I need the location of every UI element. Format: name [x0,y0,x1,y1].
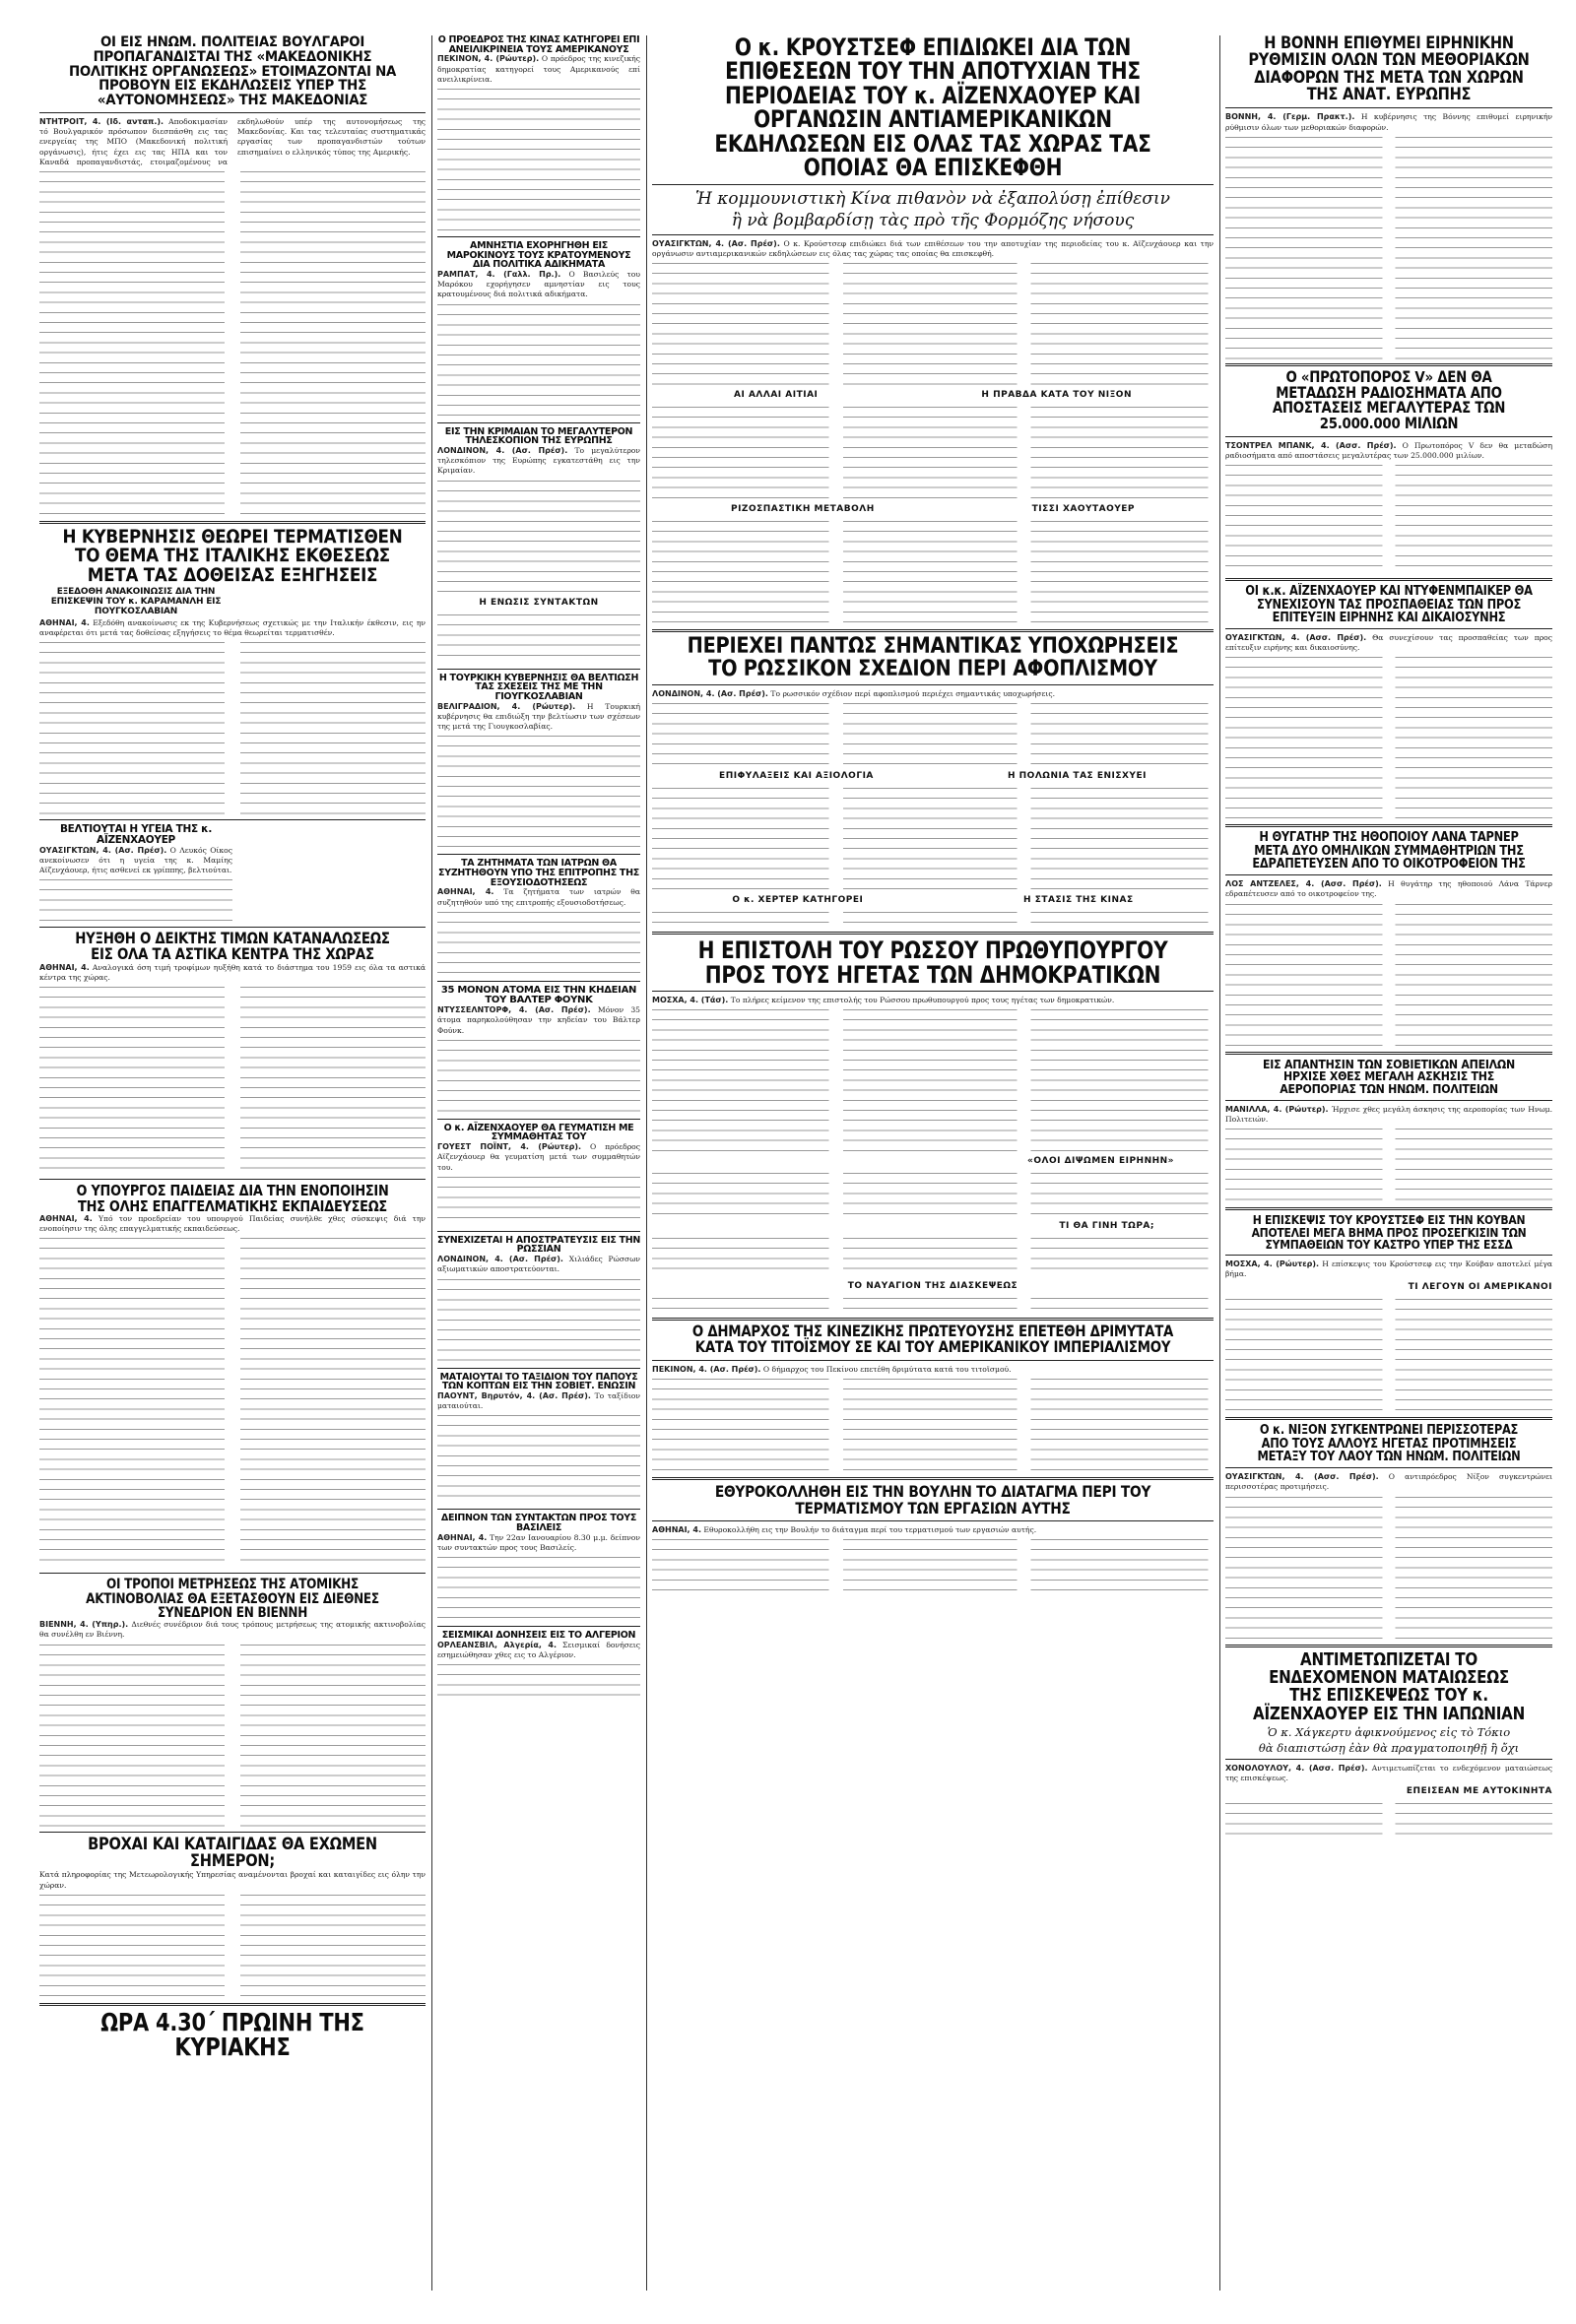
text-columns [39,638,426,815]
article-education-minister [39,1184,426,1569]
newspaper-page [39,35,1552,2300]
text-columns [39,1641,426,1828]
article-eisenhower-health [39,824,232,923]
dateline: ΛΟΝΔΙΝΟΝ, 4. (Ασ. Πρέσ). [652,689,768,699]
article-body [652,239,1214,259]
text-columns [437,85,640,232]
text-columns [652,699,1214,768]
article-bonn-borders [1225,35,1552,359]
column-1 [39,35,426,2060]
article-japan-visit [1225,1648,1552,1840]
subheads-row [652,1218,1214,1234]
dateline: ΓΟΥΕΣΤ ΠΟΪΝΤ, 4. (Ρώυτερ). [437,1142,582,1152]
text-columns [652,1169,1214,1218]
article-price-index [39,932,426,1175]
article-body [1225,1105,1552,1125]
article-body [39,1620,426,1640]
article-weather [39,1834,426,1999]
article-body [1225,441,1552,461]
article-text: Ο πρόεδρος Αϊζενχάουερ θα γευματίση μετά των συμμαθητών του. [437,1142,641,1172]
article-time-change [39,2007,426,2062]
dateline: ΤΣΟΝΤΡΕΛ ΜΠΑΝΚ, 4. (Ασσ. Πρέσ). [1225,440,1397,450]
article-body [437,270,640,300]
article-body [437,1255,640,1274]
article-text: Ήρχισε χθες μεγάλη άσκησις της αεροπορίας των Ηνωμ. Πολιτειών. [1225,1104,1552,1125]
text-columns [652,1535,1214,1594]
section-label: Η ΠΟΛΩΝΙΑ ΤΑΣ ΕΝΙΣΧΥΕΙ [1007,771,1147,782]
dateline: ΒΕΛΙΓΡΑΔΙΟΝ, 4. (Ρώυτερ). [437,701,576,711]
text-columns [652,1294,1214,1314]
article-headline: ΣΥΝΕΧΙΖΕΤΑΙ Η ΑΠΟΣΤΡΑΤΕΥΣΙΣ ΕΙΣ ΤΗΝ ΡΩΣΣΙΑΝ [437,1234,641,1256]
article-headline: ΜΑΤΑΙΟΥΤΑΙ ΤΟ ΤΑΞΙΔΙΟΝ ΤΟΥ ΠΑΠΟΥΣ ΤΩΝ ΚΟΠΤΩΝ ΕΙΣ ΤΗΝ ΣΟΒΙΕΤ. ΕΝΩΣΙΝ [439,1371,638,1392]
text-columns [652,517,1214,625]
text-columns [437,908,640,977]
article-headline: Ο ΠΡΟΕΔΡΟΣ ΤΗΣ ΚΙΝΑΣ ΚΑΤΗΓΟΡΕΙ ΕΠΙ ΑΝΕΙΛΙΚΡΙΝΕΙΑ ΤΟΥΣ ΑΜΕΡΙΚΑΝΟΥΣ [437,34,640,55]
text-columns [437,732,640,850]
section-label: Η ΕΝΩΣΙΣ ΣΥΝΤΑΚΤΩΝ [479,597,599,608]
article-text: Ο κ. Κρούστσεφ επιδιώκει διά των επιθέσεων του την αποτυχίαν της περιοδείας του κ. Αϊζενχάουερ και την οργάνωσιν αντιαμερικανικών εκδηλώσεων εις όλας τας χώρας τας οποίας θα επισκεφθή. [652,238,1214,259]
text-columns [1225,1799,1552,1839]
section-label: Η ΠΡΑΒΔΑ ΚΑΤΑ ΤΟΥ ΝΙΞΟΝ [981,390,1132,401]
article-body [437,1142,640,1173]
article-parliament-decree [652,1484,1214,1594]
article-body [652,689,1214,699]
article-doctors [437,859,640,976]
article-headline: ΟΙ ΤΡΟΠΟΙ ΜΕΤΡΗΣΕΩΣ ΤΗΣ ΑΤΟΜΙΚΗΣ ΑΚΤΙΝΟΒΟΛΙΑΣ ΘΑ ΕΞΕΤΑΣΘΟΥΝ ΕΙΣ ΔΙΕΘΝΕΣ ΣΥΝΕΔΡΙΟΝ ΕΝ ΒΙΕΝΝΗ [86,1577,379,1621]
dateline: ΟΥΑΣΙΓΚΤΩΝ, 4. (Ασσ. Πρέσ). [1225,633,1367,643]
column-3 [652,35,1214,1594]
article-body [39,963,426,983]
text-columns [39,1891,426,1999]
text-columns [437,611,640,665]
text-columns [437,300,640,419]
article-text: Αποδοκιμασίαν τό Βουλγαρικόν πρόσωπον διεσπάσθη εις τας ενεργείας της ΜΠΟ (Μακεδονική πολιτική οργάνωσις), ήτις έχει εις τας ΗΠΑ και τον Καναδά προπαγανδιστάς, ετοιμαζομένους να εκδηλωθούν υπέρ της αυτονομήσεως της Μακεδονίας. Και τας τελευταίας συστηματικάς εργασίας των προπαγανδιστών τούτων επισημαίνει ο ελληνικός τύπος της Αμερικής. [39,116,426,166]
section-label: Η ΣΤΑΣΙΣ ΤΗΣ ΚΙΝΑΣ [1023,895,1134,906]
article-headline: Ο ΔΗΜΑΡΧΟΣ ΤΗΣ ΚΙΝΕΖΙΚΗΣ ΠΡΩΤΕΥΟΥΣΗΣ ΕΠΕΤΕΘΗ ΔΡΙΜΥΤΑΤΑ ΚΑΤΑ ΤΟΥ ΤΙΤΟΪΣΜΟΥ ΣΕ ΚΑΙ ΤΟΥ ΑΜΕΡΙΚΑΝΙΚΟΥ ΙΜΠΕΡΙΑΛΙΣΜΟΥ [691,1323,1174,1357]
dateline: ΑΘΗΝΑΙ, 4. [437,1532,488,1542]
section-label: ΤΟ ΝΑΥΑΓΙΟΝ ΤΗΣ ΔΙΑΣΚΕΨΕΩΣ [847,1281,1018,1292]
article-russia-demobilization [437,1236,640,1364]
article-headline: Η ΕΠΙΣΚΕΨΙΣ ΤΟΥ ΚΡΟΥΣΤΣΕΦ ΕΙΣ ΤΗΝ ΚΟΥΒΑΝ ΑΠΟΤΕΛΕΙ ΜΕΓΑ ΒΗΜΑ ΠΡΟΣ ΠΡΟΣΕΓΚΙΣΙΝ ΤΩΝ ΣΥΜΠΑΘΕΙΩΝ ΤΟΥ ΚΑΣΤΡΟ ΥΠΕΡ ΤΗΣ ΕΣΣΔ [1251,1213,1527,1252]
subheads-row [652,387,1214,403]
article-khrushchev-cuba [1225,1214,1552,1413]
dateline: ΑΘΗΝΑΙ, 4. [437,887,494,897]
column-2 [437,35,640,1700]
article-text: Η επίσκεψις του Κρούστσεφ εις την Κούβαν αποτελεί μέγα βήμα. [1225,1259,1552,1279]
article-text: Το μεγαλύτερον τηλεσκόπιον της Ευρώπης εγκατεστάθη εις την Κριμαίαν. [437,446,640,476]
article-text: Μόνον 35 άτομα παρηκολούθησαν την κηδείαν του Βάλτερ Φούνκ. [437,1005,641,1035]
section-label: ΤΙ ΘΑ ΓΙΝΗ ΤΩΡΑ; [1059,1221,1154,1232]
article-body [652,1525,1214,1535]
article-headline: ΑΝΤΙΜΕΤΩΠΙΖΕΤΑΙ ΤΟ ΕΝΔΕΧΟΜΕΝΟΝ ΜΑΤΑΙΩΣΕΩΣ ΤΗΣ ΕΠΙΣΚΕΨΕΩΣ ΤΟΥ κ. ΑΪΖΕΝΧΑΟΥΕΡ ΕΙΣ ΤΗΝ ΙΑΠΩΝΙΑΝ [1253,1648,1525,1724]
article-text: Εθυροκολλήθη εις την Βουλήν το διάταγμα περί του τερματισμού των εργασιών αυτής. [703,1524,1037,1534]
article-body [1225,1472,1552,1492]
text-columns [1225,1493,1552,1641]
article-text: Αντιμετωπίζεται το ενδεχόμενον ματαιώσεως της επισκέψεως. [1225,1763,1552,1783]
text-columns [1225,653,1552,820]
dateline: ΛΟΝΔΙΝΟΝ, 4. (Ασ. Πρέσ). [437,446,568,456]
dateline: ΠΕΚΙΝΟΝ, 4. (Ασ. Πρέσ). [652,1365,761,1375]
dateline: ΑΘΗΝΑΙ, 4. [39,618,90,628]
article-text: Ο Λευκός Οίκος ανεκοίνωσεν ότι η υγεία της κ. Μαμίης Αϊζενχάουερ, ήτις ασθενεί εκ γρίππης, βελτιούται. [39,845,232,875]
text-columns [1225,1295,1552,1413]
subheads-row [1225,1783,1552,1799]
article-body [39,846,232,876]
text-columns [652,784,1214,892]
article-text: Ο Βασιλεύς του Μαρόκου εχορήγησεν αμνηστίαν εις τους κρατουμένους διά πολιτικά αδικήματα. [437,270,640,299]
text-columns [437,1660,640,1700]
article-text: Σεισμικαί δονήσεις εσημειώθησαν χθες εις το Αλγέριον. [437,1640,640,1659]
article-editors-dinner [437,1514,640,1622]
dateline: ΝΤΗΤΡΟΙΤ, 4. (Ιδ. ανταπ.). [39,116,164,126]
dateline: ΠΕΚΙΝΟΝ, 4. (Ρώυτερ). [437,54,540,64]
text-columns [437,1173,640,1227]
article-headline: ΗΥΞΗΘΗ Ο ΔΕΙΚΤΗΣ ΤΙΜΩΝ ΚΑΤΑΝΑΛΩΣΕΩΣ ΕΙΣ ΟΛΑ ΤΑ ΑΣΤΙΚΑ ΚΕΝΤΡΑ ΤΗΣ ΧΩΡΑΣ [75,930,390,964]
section-label: ΤΙ ΛΕΓΟΥΝ ΟΙ ΑΜΕΡΙΚΑΝΟΙ [1408,1282,1552,1293]
dateline: ΜΑΝΙΛΛΑ, 4. (Ρώυτερ). [1225,1104,1329,1114]
section-label: Ο κ. ΧΕΡΤΕΡ ΚΑΤΗΓΟΡΕΙ [732,895,864,906]
article-bulgarian-propaganda [39,35,426,517]
section-label: ΕΠΕΙΣΕΑΝ ΜΕ ΑΥΤΟΚΙΝΗΤΑ [1406,1786,1552,1797]
dateline: ΧΟΝΟΛΟΥΛΟΥ, 4. (Ασσ. Πρέσ). [1225,1763,1368,1773]
article-funk-funeral [437,986,640,1115]
article-headline: Η ΒΟΝΝΗ ΕΠΙΘΥΜΕΙ ΕΙΡΗΝΙΚΗΝ ΡΥΘΜΙΣΙΝ ΟΛΩΝ ΤΩΝ ΜΕΘΟΡΙΑΚΩΝ ΔΙΑΦΟΡΩΝ ΤΗΣ ΜΕΤΑ ΤΩΝ ΧΩΡΩΝ ΤΗΣ ΑΝΑΤ. ΕΥΡΩΠΗΣ [1248,33,1530,104]
article-khrushchev [652,35,1214,625]
article-disarmament [652,636,1214,928]
dateline: ΟΡΛΕΑΝΣΒΙΛ, Αλγερία, 4. [437,1640,557,1649]
article-text: Τα ζητήματα των ιατρών θα συζητηθούν υπό της επιτροπής εξουσιοδοτήσεως. [437,887,640,907]
article-headline: ΟΙ κ.κ. ΑΪΖΕΝΧΑΟΥΕΡ ΚΑΙ ΝΤΥΦΕΝΜΠΑΙΚΕΡ ΘΑ ΣΥΝΕΧΙΣΟΥΝ ΤΑΣ ΠΡΟΣΠΑΘΕΙΑΣ ΤΩΝ ΠΡΟΣ ΕΠΙΤΕΥΞΙΝ ΕΙΡΗΝΗΣ ΚΑΙ ΔΙΚΑΙΟΣΥΝΗΣ [1245,584,1533,625]
text-columns [437,1036,640,1115]
text-columns [652,403,1214,501]
article-body [1225,1764,1552,1783]
article-atomic-radiation [39,1578,426,1827]
column-4 [1225,35,1552,1839]
article-eisenhower-adenauer [1225,585,1552,820]
article-nixon-polls [1225,1424,1552,1640]
article-headline: Η ΤΟΥΡΚΙΚΗ ΚΥΒΕΡΝΗΣΙΣ ΘΑ ΒΕΛΤΙΩΣΗ ΤΑΣ ΣΧΕΣΕΙΣ ΤΗΣ ΜΕ ΤΗΝ ΓΙΟΥΓΚΟΣΛΑΒΙΑΝ [438,672,639,703]
article-body [1225,633,1552,653]
article-headline: ΣΕΙΣΜΙΚΑΙ ΔΟΝΗΣΕΙΣ ΕΙΣ ΤΟ ΑΛΓΕΡΙΟΝ [441,1630,636,1642]
article-subheadline: θὰ διαπιστώσῃ ἐὰν θὰ πραγματοποιηθῇ ἢ ὄχι [1258,1740,1520,1755]
article-headline: ΕΘΥΡΟΚΟΛΛΗΘΗ ΕΙΣ ΤΗΝ ΒΟΥΛΗΝ ΤΟ ΔΙΑΤΑΓΜΑ ΠΕΡΙ ΤΟΥ ΤΕΡΜΑΤΙΣΜΟΥ ΤΩΝ ΕΡΓΑΣΙΩΝ ΑΥΤΗΣ [714,1482,1151,1517]
article-morocco-amnesty [437,241,640,419]
dateline: ΜΟΣΧΑ, 4. (Τάσ). [652,996,729,1005]
text-columns [437,1411,640,1505]
article-headline: ΩΡΑ 4.30΄ ΠΡΩΙΝΗ ΤΗΣ ΚΥΡΙΑΚΗΣ [100,2007,364,2062]
dateline: ΠΑΟΥΝΤ, Βηρυτόν, 4. (Ασ. Πρέσ). [437,1390,591,1400]
section-label: ΑΙ ΑΛΛΑΙ ΑΙΤΙΑΙ [734,390,819,401]
article-headline: ΒΕΛΤΙΟΥΤΑΙ Η ΥΓΕΙΑ ΤΗΣ κ. ΑΪΖΕΝΧΑΟΥΕΡ [59,823,213,847]
dateline: ΑΘΗΝΑΙ, 4. [39,1214,93,1224]
article-body [652,996,1214,1005]
article-headline: ΔΕΙΠΝΟΝ ΤΩΝ ΣΥΝΤΑΚΤΩΝ ΠΡΟΣ ΤΟΥΣ ΒΑΣΙΛΕΙΣ [440,1513,637,1533]
column-divider [431,35,432,2291]
article-text: Η Τουρκική κυβέρνησις θα επιδιώξη την βελτίωσιν των σχέσεων της μετά της Γιουγκοσλαβίας. [437,701,640,732]
column-divider [1219,35,1220,2291]
article-body [437,887,640,907]
text-columns [1225,461,1552,574]
article-body [437,1533,640,1553]
article-headline: Ο κ. ΝΙΞΟΝ ΣΥΓΚΕΝΤΡΩΝΕΙ ΠΕΡΙΣΣΟΤΕΡΑΣ ΑΠΟ ΤΟΥΣ ΑΛΛΟΥΣ ΗΓΕΤΑΣ ΠΡΟΤΙΜΗΣΕΙΣ ΜΕΤΑΞΥ ΤΟΥ ΛΑΟΥ ΤΩΝ ΗΝΩΜ. ΠΟΛΙΤΕΙΩΝ [1257,1423,1521,1464]
article-crimea-telescope [437,427,640,665]
section-label: «ΟΛΟΙ ΔΙΨΩΜΕΝ ΕΙΡΗΝΗΝ» [1027,1156,1174,1167]
article-body [652,1365,1214,1375]
text-columns [437,477,640,595]
article-text: Η κυβέρνησις της Βόννης επιθυμεί ειρηνικήν ρύθμισιν όλων των μεθοριακών διαφορών. [1225,112,1552,132]
article-headline: ΠΕΡΙΕΧΕΙ ΠΑΝΤΩΣ ΣΗΜΑΝΤΙΚΑΣ ΥΠΟΧΩΡΗΣΕΙΣ ΤΟ ΡΩΣΣΙΚΟΝ ΣΧΕΔΙΟΝ ΠΕΡΙ ΑΦΟΠΛΙΣΜΟΥ [687,634,1179,681]
text-columns [1225,1125,1552,1203]
text-columns [437,1275,640,1364]
article-body [1225,1259,1552,1279]
dateline: ΟΥΑΣΙΓΚΤΩΝ, 4. (Ασσ. Πρέσ). [1225,1472,1379,1482]
article-body [39,1214,426,1234]
article-algeria-earthquake [437,1631,640,1700]
column-divider [646,35,647,2291]
article-body [1225,879,1552,899]
article-lana-turner [1225,831,1552,1047]
article-headline: Ο ΥΠΟΥΡΓΟΣ ΠΑΙΔΕΙΑΣ ΔΙΑ ΤΗΝ ΕΝΟΠΟΙΗΣΙΝ ΤΗΣ ΟΛΗΣ ΕΠΑΓΓΕΛΜΑΤΙΚΗΣ ΕΚΠΑΙΔΕΥΣΕΩΣ [76,1182,389,1215]
article-turkey-yugoslavia [437,674,640,851]
section-label: ΡΙΖΟΣΠΑΣΤΙΚΗ ΜΕΤΑΒΟΛΗ [730,504,875,515]
article-headline: Ο κ. ΑΪΖΕΝΧΑΟΥΕΡ ΘΑ ΓΕΥΜΑΤΙΣΗ ΜΕ ΣΥΜΜΑΘΗΤΑΣ ΤΟΥ [443,1122,634,1143]
article-text: Χιλιάδες Ρώσσων αξιωματικών αποστρατεύονται. [437,1255,641,1274]
text-columns [652,1234,1214,1278]
text-columns [652,908,1214,928]
dateline: ΡΑΜΠΑΤ, 4. (Γαλλ. Πρ.). [437,270,561,280]
subheads-row [652,1278,1214,1294]
dateline: ΒΟΝΝΗ, 4. (Γερμ. Πρακτ.). [1225,112,1355,122]
subheads-row [652,1153,1214,1169]
article-headline: Ο «ΠΡΩΤΟΠΟΡΟΣ V» ΔΕΝ ΘΑ ΜΕΤΑΔΩΣΗ ΡΑΔΙΟΣΗΜΑΤΑ ΑΠΟ ΑΠΟΣΤΑΣΕΙΣ ΜΕΓΑΛΥΤΕΡΑΣ ΤΩΝ 25.000.000 ΜΙΛΙΩΝ [1272,367,1506,433]
dateline: ΑΘΗΝΑΙ, 4. [39,963,90,973]
text-columns [39,167,426,517]
article-soviet-letter [652,938,1214,1314]
article-text: Θα συνεχίσουν τας προσπαθείας των προς επίτευξιν ειρήνης και δικαιοσύνης. [1225,633,1552,653]
text-columns [1225,900,1552,1048]
article-headline: ΑΜΝΗΣΤΙΑ ΕΧΟΡΗΓΗΘΗ ΕΙΣ ΜΑΡΟΚΙΝΟΥΣ ΤΟΥΣ ΚΡΑΤΟΥΜΕΝΟΥΣ ΔΙΑ ΠΟΛΙΤΙΚΑ ΑΔΙΚΗΜΑΤΑ [446,239,631,271]
article-body [437,1391,640,1411]
article-headline: ΤΑ ΖΗΤΗΜΑΤΑ ΤΩΝ ΙΑΤΡΩΝ ΘΑ ΣΥΖΗΤΗΘΟΥΝ ΥΠΟ ΤΗΣ ΕΠΙΤΡΟΠΗΣ ΤΗΣ ΕΞΟΥΣΙΟΔΟΤΗΣΕΩΣ [438,858,639,888]
section-label: ΕΠΙΦΥΛΑΞΕΙΣ ΚΑΙ ΑΞΙΟΛΟΓΙΑ [719,771,874,782]
article-body: Κατά πληροφορίας της Μετεωρολογικής Υπηρεσίας αναμένονται βροχαί και καταιγίδες εις όλην την χώραν. [39,1870,426,1890]
dateline: ΑΘΗΝΑΙ, 4. [652,1524,701,1534]
article-text: Ο Πρωτοπόρος V δεν θα μεταδώση ραδιοσήματα από αποστάσεις μεγαλυτέρας των 25.000.000 μιλίων. [1225,440,1552,461]
article-text: Το ρωσσικόν σχέδιον περί αφοπλισμού περιέχει σημαντικάς υποχωρήσεις. [770,689,1056,699]
article-headline: ΒΡΟΧΑΙ ΚΑΙ ΚΑΤΑΙΓΙΔΑΣ ΘΑ ΕΧΩΜΕΝ ΣΗΜΕΡΟΝ; [88,1834,377,1871]
article-headline: ΟΙ ΕΙΣ ΗΝΩΜ. ΠΟΛΙΤΕΙΑΣ ΒΟΥΛΓΑΡΟΙ ΠΡΟΠΑΓΑΝΔΙΣΤΑΙ ΤΗΣ «ΜΑΚΕΔΟΝΙΚΗΣ ΠΟΛΙΤΙΚΗΣ ΟΡΓΑΝΩΣΕΩΣ» ΕΤΟΙΜΑΖΟΝΤΑΙ ΝΑ ΠΡΟΒΟΥΝ ΕΙΣ ΕΚΔΗΛΩΣΕΙΣ ΥΠΕΡ ΤΗΣ «ΑΥΤΟΝΟΜΗΣΕΩΣ» ΤΗΣ ΜΑΚΕΔΟΝΙΑΣ [68,34,397,109]
lead-subheadline: Ἡ κομμουνιστικὴ Κίνα πιθανὸν νὰ ἐξαπολύσῃ ἐπίθεσιν [695,188,1170,209]
dateline: ΛΟΣ ΑΝΤΖΕΛΕΣ, 4. (Ασσ. Πρέσ). [1225,879,1382,889]
text-columns [39,1234,426,1569]
lead-headline: Ο κ. ΚΡΟΥΣΤΣΕΦ ΕΠΙΔΙΩΚΕΙ ΔΙΑ ΤΩΝ ΕΠΙΘΕΣΕΩΝ ΤΟΥ ΤΗΝ ΑΠΟΤΥΧΙΑΝ ΤΗΣ ΠΕΡΙΟΔΕΙΑΣ ΤΟΥ κ. ΑΪΖΕΝΧΑΟΥΕΡ ΚΑΙ ΟΡΓΑΝΩΣΙΝ ΑΝΤΙΑΜΕΡΙΚΑΝΙΚΩΝ ΕΚΔΗΛΩΣΕΩΝ ΕΙΣ ΟΛΑΣ ΤΑΣ ΧΩΡΑΣ ΤΑΣ ΟΠΟΙΑΣ ΘΑ ΕΠΙΣΚΕΦΘΗ [714,33,1151,182]
article-body [437,1005,640,1036]
article-text: Το πλήρες κείμενον της επιστολής του Ρώσσου πρωθυπουργού προς τους ηγέτας των δημοκρατικών. [730,996,1115,1005]
article-china-president [437,35,640,232]
section-label: ΤΙΣΣΙ ΧΑΟΥΤΑΟΥΕΡ [1031,504,1136,515]
article-text: Ο πρόεδρος της κινεζικής δημοκρατίας κατηγορεί τους Αμερικανούς επί ανειλικρίνεια. [437,54,640,84]
article-subheadline: Ὁ κ. Χάγκερτυ ἀφικνούμενος εἰς τὸ Τόκιο [1267,1724,1511,1739]
dateline: ΛΟΝΔΙΝΟΝ, 4. (Ασ. Πρέσ). [437,1255,563,1264]
text-columns [39,875,232,923]
article-text: Την 22αν Ιανουαρίου 8.30 μ.μ. δείπνον των συντακτών προς τους Βασιλείς. [437,1532,640,1552]
subheads-row [652,501,1214,517]
lead-subheadline: ἢ νὰ βομβαρδίσῃ τὰς πρὸ τῆς Φορμόζης νήσους [731,210,1135,230]
article-text: Η θυγάτηρ της ηθοποιού Λάνα Τάρνερ εδραπέτευσεν από το οικοτροφείον της. [1225,879,1553,899]
article-text: Το ταξίδιον ματαιούται. [437,1390,640,1411]
subheads-row [652,768,1214,784]
article-headline: 35 ΜΟΝΟΝ ΑΤΟΜΑ ΕΙΣ ΤΗΝ ΚΗΔΕΙΑΝ ΤΟΥ ΒΑΛΤΕΡ ΦΟΥΝΚ [440,984,637,1005]
article-headline: Η ΘΥΓΑΤΗΡ ΤΗΣ ΗΘΟΠΟΙΟΥ ΛΑΝΑ ΤΑΡΝΕΡ ΜΕΤΑ ΔΥΟ ΟΜΗΛΙΚΩΝ ΣΥΜΜΑΘΗΤΡΙΩΝ ΤΗΣ ΕΔΡΑΠΕΤΕΥΣΕΝ ΑΠΟ ΤΟ ΟΙΚΟΤΡΟΦΕΙΟΝ ΤΗΣ [1252,830,1526,872]
subheads-row [1225,1279,1552,1295]
article-text: Διεθνές συνέδριον διά τους τρόπους μετρήσεως της ατομικής ακτινοβολίας θα συνέλθη εν Βιέννη. [39,1620,426,1640]
article-text: Αναλογικά όση τιμή τροφίμων ηυξήθη κατά το διάστημα του 1959 εις όλα τα αστικά κέντρα της χώρας. [39,963,426,983]
article-body [437,702,640,733]
dateline: ΒΙΕΝΝΗ, 4. (Υπηρ.). [39,1620,129,1630]
article-beijing-mayor [652,1324,1214,1473]
article-body [437,54,640,85]
article-air-exercise [1225,1056,1552,1204]
article-headline: Η ΚΥΒΕΡΝΗΣΙΣ ΘΕΩΡΕΙ ΤΕΡΜΑΤΙΣΘΕΝ ΤΟ ΘΕΜΑ ΤΗΣ ΙΤΑΛΙΚΗΣ ΕΚΘΕΣΕΩΣ ΜΕΤΑ ΤΑΣ ΔΟΘΕΙΣΑΣ ΕΞΗΓΗΣΕΙΣ [62,525,403,586]
article-headline: Η ΕΠΙΣΤΟΛΗ ΤΟΥ ΡΩΣΣΟΥ ΠΡΩΘΥΠΟΥΡΓΟΥ ΠΡΟΣ ΤΟΥΣ ΗΓΕΤΑΣ ΤΩΝ ΔΗΜΟΚΡΑΤΙΚΩΝ [697,936,1168,989]
dateline: ΟΥΑΣΙΓΚΤΩΝ, 4. (Ασ. Πρέσ). [39,845,167,855]
article-text: Ο δήμαρχος του Πεκίνου επετέθη δριμύτατα κατά του τιτοϊσμού. [762,1365,1012,1375]
article-pioneer-v [1225,367,1552,575]
article-text: Εξεδόθη ανακοίνωσις εκ της Κυβερνήσεως σχετικώς με την Ιταλικήν έκθεσιν, εις ην αναφέρεται ότι μετά τας δοθείσας εξηγήσεις το θέμα θεωρείται τερματισθέν. [39,618,427,638]
dateline: ΝΤΥΣΣΕΛΝΤΟΡΦ, 4. (Ασ. Πρέσ). [437,1005,591,1015]
article-headline: ΕΙΣ ΑΠΑΝΤΗΣΙΝ ΤΩΝ ΣΟΒΙΕΤΙΚΩΝ ΑΠΕΙΛΩΝ ΗΡΧΙΣΕ ΧΘΕΣ ΜΕΓΑΛΗ ΑΣΚΗΣΙΣ ΤΗΣ ΑΕΡΟΠΟΡΙΑΣ ΤΩΝ ΗΝΩΜ. ΠΟΛΙΤΕΙΩΝ [1263,1056,1515,1097]
article-body [1225,112,1552,132]
article-italian-exhibition [39,525,427,816]
text-columns [652,1005,1214,1153]
article-text: Υπό τον προεδρείαν του υπουργού Παιδείας συνήλθε χθες σύσκεψις διά την ενοποίησιν της όλης επαγγελματικής εκπαιδεύσεως. [39,1214,427,1234]
article-body [39,618,426,638]
article-body [39,117,426,167]
dateline: ΟΥΑΣΙΓΚΤΩΝ, 4. (Ασ. Πρέσ). [652,238,780,248]
article-coptic-pope [437,1373,640,1506]
article-subheadline: ΕΞΕΔΟΘΗ ΑΝΑΚΟΙΝΩΣΙΣ ΔΙΑ ΤΗΝ ΕΠΙΣΚΕΨΙΝ ΤΟΥ κ. ΚΑΡΑΜΑΝΛΗ ΕΙΣ ΠΟΥΓΚΟΣΛΑΒΙΑΝ [50,587,222,617]
dateline: ΜΟΣΧΑ, 4. (Ρώυτερ). [1225,1259,1320,1268]
article-body [437,446,640,477]
article-text: Ο αντιπρόεδρος Νίξον συγκεντρώνει περισσοτέρας προτιμήσεις. [1225,1472,1552,1492]
article-body [437,1641,640,1660]
text-columns [652,1375,1214,1473]
text-columns [437,1553,640,1622]
text-columns [1225,133,1552,359]
text-columns [652,259,1214,387]
subheads-row [652,892,1214,908]
article-headline: ΕΙΣ ΤΗΝ ΚΡΙΜΑΙΑΝ ΤΟ ΜΕΓΑΛΥΤΕΡΟΝ ΤΗΛΕΣΚΟΠΙΟΝ ΤΗΣ ΕΥΡΩΠΗΣ [444,425,633,447]
article-eisenhower-lunch [437,1124,640,1227]
text-columns [39,983,426,1175]
